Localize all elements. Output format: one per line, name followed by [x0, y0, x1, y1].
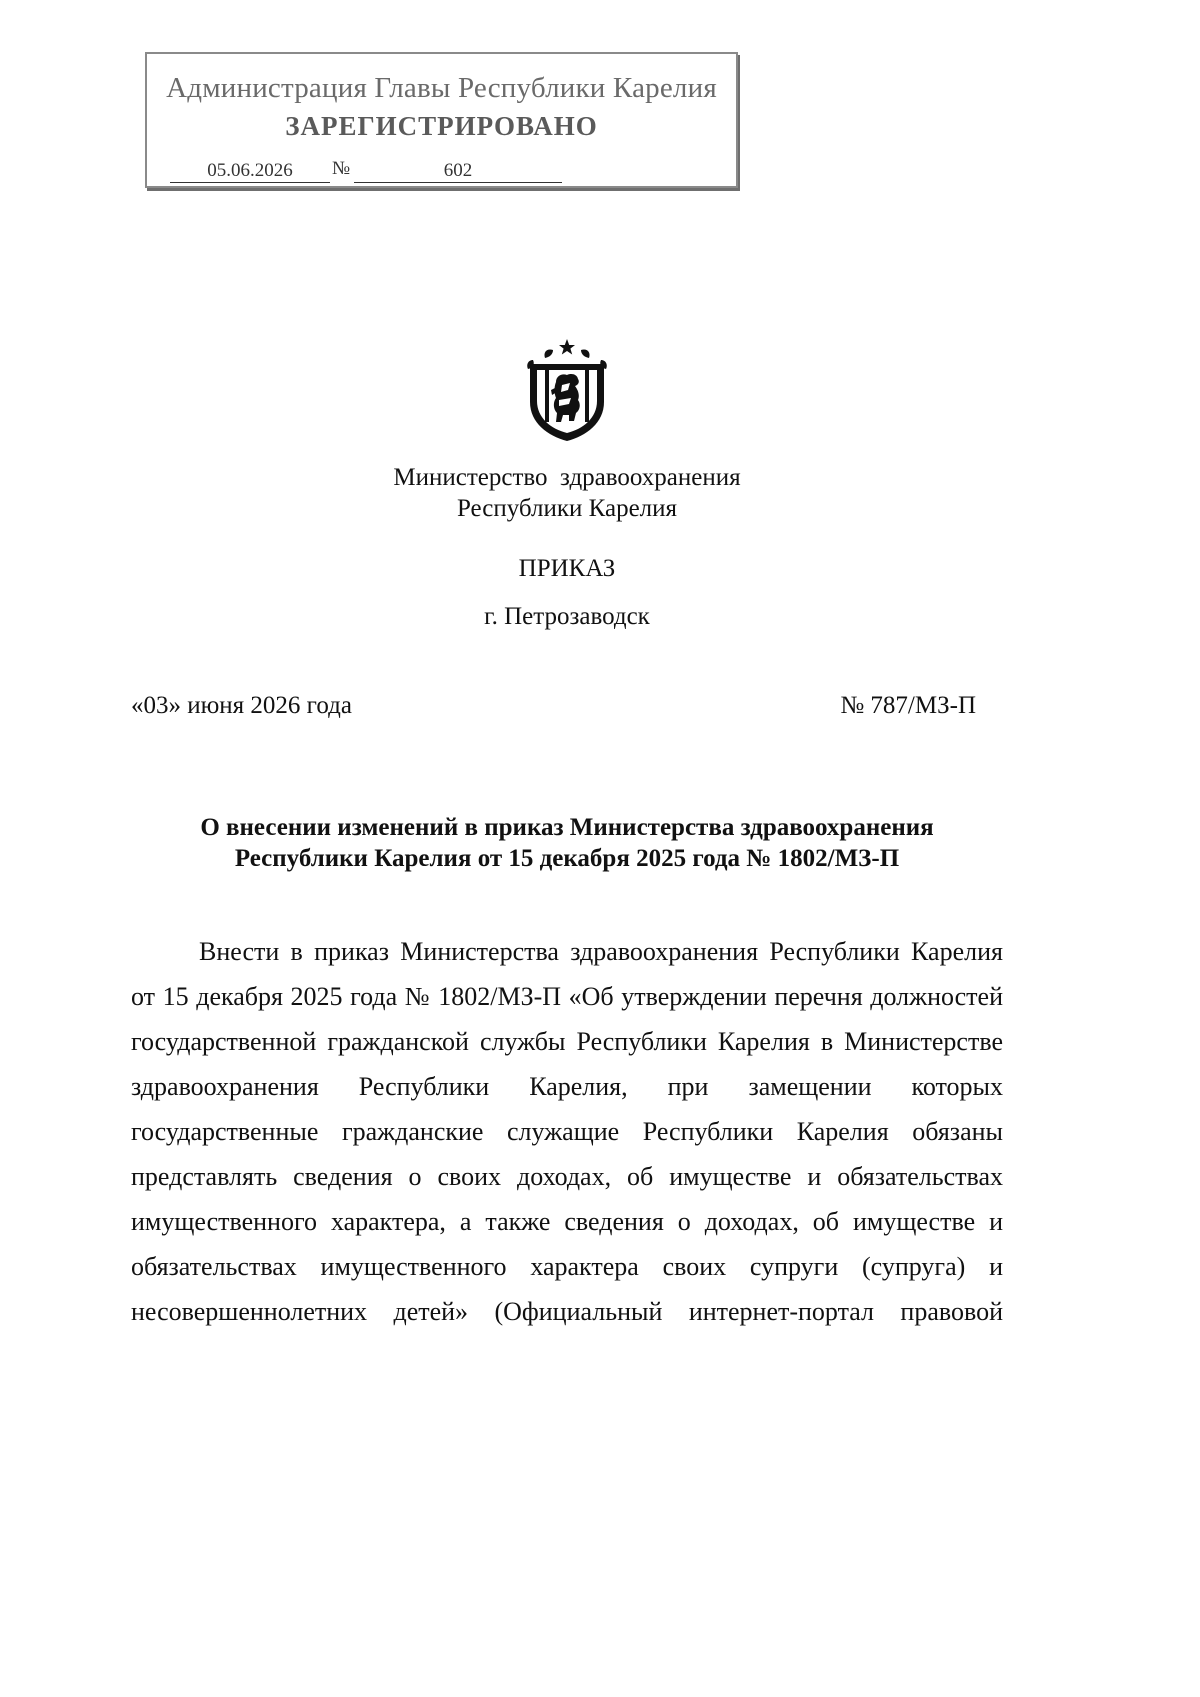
- title-line-1: О внесении изменений в приказ Министерства здравоохранения: [200, 814, 934, 841]
- stamp-date: 05.06.2026: [170, 160, 330, 183]
- stamp-number: 602: [354, 160, 562, 183]
- date-number-row: [131, 690, 976, 722]
- title-line-2: Республики Карелия от 15 декабря 2025 года № 1802/МЗ-П: [234, 845, 900, 872]
- body-paragraph: Внести в приказ Министерства здравоохранения Республики Карелия от 15 декабря 2025 года № 1802/МЗ-П «Об утверждении перечня должностей государственной гражданской службы Республики Карелия в Министерстве здравоохранения Республики Карелия, при замещении которых государственные гражданские служащие Республики Карелия обязаны представлять сведения о своих доходах, об имуществе и обязательствах имущественного характера, а также сведения о доходах, об имуществе и обязательствах имущественного характера своих супруги (супруга) и несовершеннолетних детей» (Официальный интернет-портал правовой: [131, 937, 1003, 1326]
- city-name: г. Петрозаводск: [484, 603, 650, 630]
- ministry-name: [267, 462, 867, 524]
- document-title: [131, 812, 1003, 874]
- ministry-line-1: Министерство здравоохранения: [393, 464, 741, 491]
- order-date: «03» июня 2026 года: [131, 692, 352, 719]
- order-number: № 787/МЗ-П: [840, 692, 976, 719]
- stamp-number-sign: №: [332, 158, 351, 179]
- ministry-line-2: Республики Карелия: [456, 495, 678, 522]
- stamp-status: ЗАРЕГИСТРИРОВАНО: [285, 111, 598, 141]
- registration-stamp: [145, 52, 738, 188]
- karelia-coat-of-arms-icon: [523, 338, 611, 442]
- stamp-organization: Администрация Главы Республики Карелия: [166, 72, 717, 104]
- document-type: ПРИКАЗ: [518, 555, 616, 582]
